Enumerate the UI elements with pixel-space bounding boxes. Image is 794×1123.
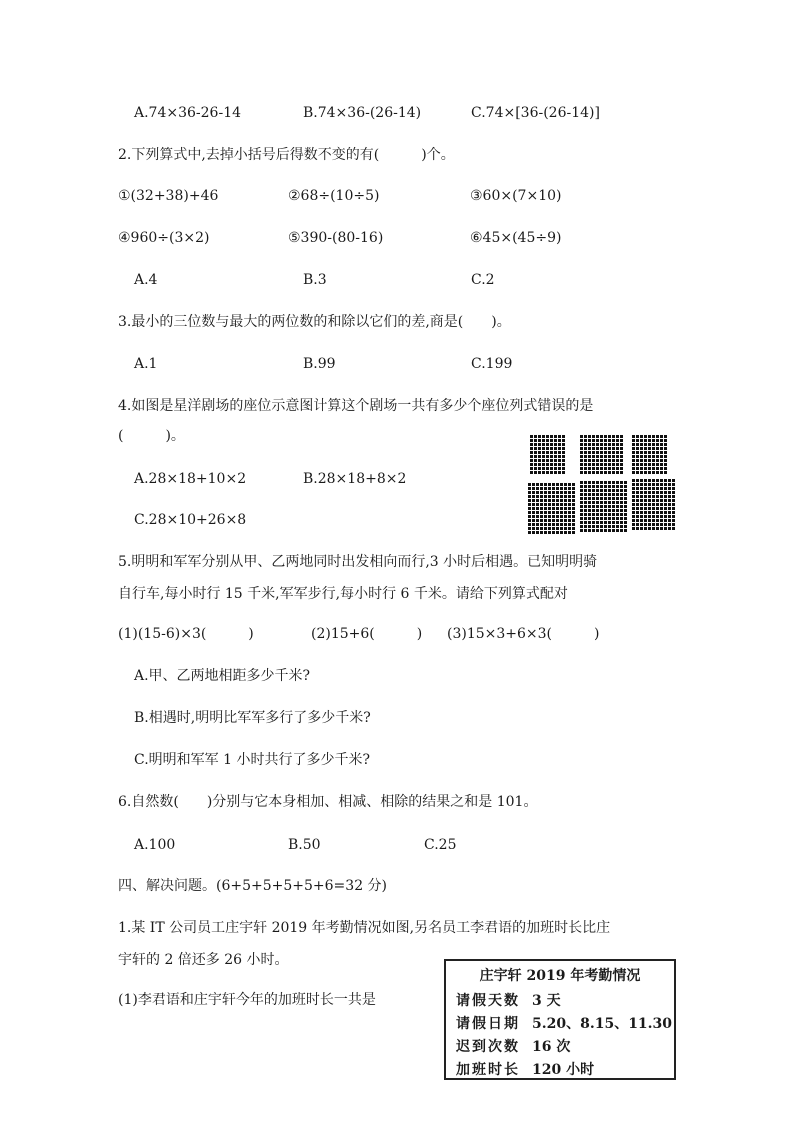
q1-option-c: C.74×[36-(26-14)] xyxy=(471,105,600,121)
seat-block-bottom-right xyxy=(632,479,675,530)
seat-block-bottom-left xyxy=(528,483,575,534)
q2-expr-2: ②68÷(10÷5) xyxy=(288,188,380,204)
q1-option-b: B.74×36-(26-14) xyxy=(303,105,422,121)
q5-option-a: A.甲、乙两地相距多少千米? xyxy=(134,668,311,684)
q4-text: 4.如图是星洋剧场的座位示意图计算这个剧场一共有多少个座位列式错误的是 xyxy=(118,398,594,414)
q3-text: 3.最小的三位数与最大的两位数的和除以它们的差,商是( )。 xyxy=(118,314,511,330)
attendance-title: 庄宇轩 2019 年考勤情况 xyxy=(479,968,641,984)
q2-expr-6: ⑥45×(45÷9) xyxy=(470,230,562,246)
q2-expr-5: ⑤390-(80-16) xyxy=(288,230,384,246)
q6-text: 6.自然数( )分别与它本身相加、相减、相除的结果之和是 101。 xyxy=(118,794,538,810)
q5-option-c: C.明明和军军 1 小时共行了多少千米? xyxy=(134,752,370,768)
q3-option-a: A.1 xyxy=(134,356,158,372)
q2-expr-4: ④960÷(3×2) xyxy=(118,230,210,246)
p1-sub-1: (1)李君语和庄宇轩今年的加班时长一共是 xyxy=(118,992,376,1008)
p1-line-2: 宇轩的 2 倍还多 26 小时。 xyxy=(118,952,289,968)
q1-option-a: A.74×36-26-14 xyxy=(134,105,242,121)
q6-option-a: A.100 xyxy=(134,837,176,853)
attendance-key: 请假日期 xyxy=(456,1016,520,1032)
attendance-row xyxy=(456,1036,570,1056)
q2-expr-3: ③60×(7×10) xyxy=(470,188,562,204)
q3-option-b: B.99 xyxy=(303,356,336,372)
seat-block-top-middle xyxy=(580,435,623,474)
seat-block-top-right xyxy=(632,435,667,474)
q5-expr-3: (3)15×3+6×3( ) xyxy=(447,626,600,642)
section-4-heading: 四、解决问题。(6+5+5+5+5+6=32 分) xyxy=(118,878,388,894)
attendance-row xyxy=(456,1013,672,1033)
attendance-key: 迟到次数 xyxy=(456,1039,520,1055)
q4-blank: ( )。 xyxy=(118,428,185,444)
q2-option-a: A.4 xyxy=(134,272,158,288)
p1-line-1: 1.某 IT 公司员工庄宇轩 2019 年考勤情况如图,另名员工李君语的加班时长比庄 xyxy=(118,920,611,936)
attendance-value: 3 天 xyxy=(532,993,561,1009)
q3-option-c: C.199 xyxy=(471,356,513,372)
q6-option-c: C.25 xyxy=(424,837,457,853)
attendance-key: 请假天数 xyxy=(456,993,520,1009)
q2-text: 2.下列算式中,去掉小括号后得数不变的有( )个。 xyxy=(118,147,455,163)
seat-block-bottom-middle xyxy=(580,481,627,532)
attendance-row xyxy=(456,1059,594,1079)
q2-option-b: B.3 xyxy=(303,272,327,288)
attendance-table xyxy=(444,959,676,1080)
q5-line-2: 自行车,每小时行 15 千米,军军步行,每小时行 6 千米。请给下列算式配对 xyxy=(118,586,568,602)
q2-option-c: C.2 xyxy=(471,272,495,288)
q4-option-c: C.28×10+26×8 xyxy=(134,512,247,528)
q5-option-b: B.相遇时,明明比军军多行了多少千米? xyxy=(134,710,371,726)
seat-diagram xyxy=(528,433,678,535)
attendance-value: 120 小时 xyxy=(532,1062,595,1078)
q5-expr-1: (1)(15-6)×3( ) xyxy=(118,626,254,642)
attendance-row xyxy=(456,990,561,1010)
q4-option-a: A.28×18+10×2 xyxy=(134,471,247,487)
attendance-value: 16 次 xyxy=(532,1039,571,1055)
attendance-value: 5.20、8.15、11.30 xyxy=(532,1016,673,1032)
q6-option-b: B.50 xyxy=(288,837,321,853)
q5-expr-2: (2)15+6( ) xyxy=(311,626,423,642)
seat-block-top-left xyxy=(530,435,565,474)
seat-grid-image xyxy=(528,433,678,535)
q4-option-b: B.28×18+8×2 xyxy=(303,471,407,487)
attendance-key: 加班时长 xyxy=(456,1062,520,1078)
q2-expr-1: ①(32+38)+46 xyxy=(118,188,219,204)
q5-line-1: 5.明明和军军分别从甲、乙两地同时出发相向而行,3 小时后相遇。已知明明骑 xyxy=(118,554,598,570)
